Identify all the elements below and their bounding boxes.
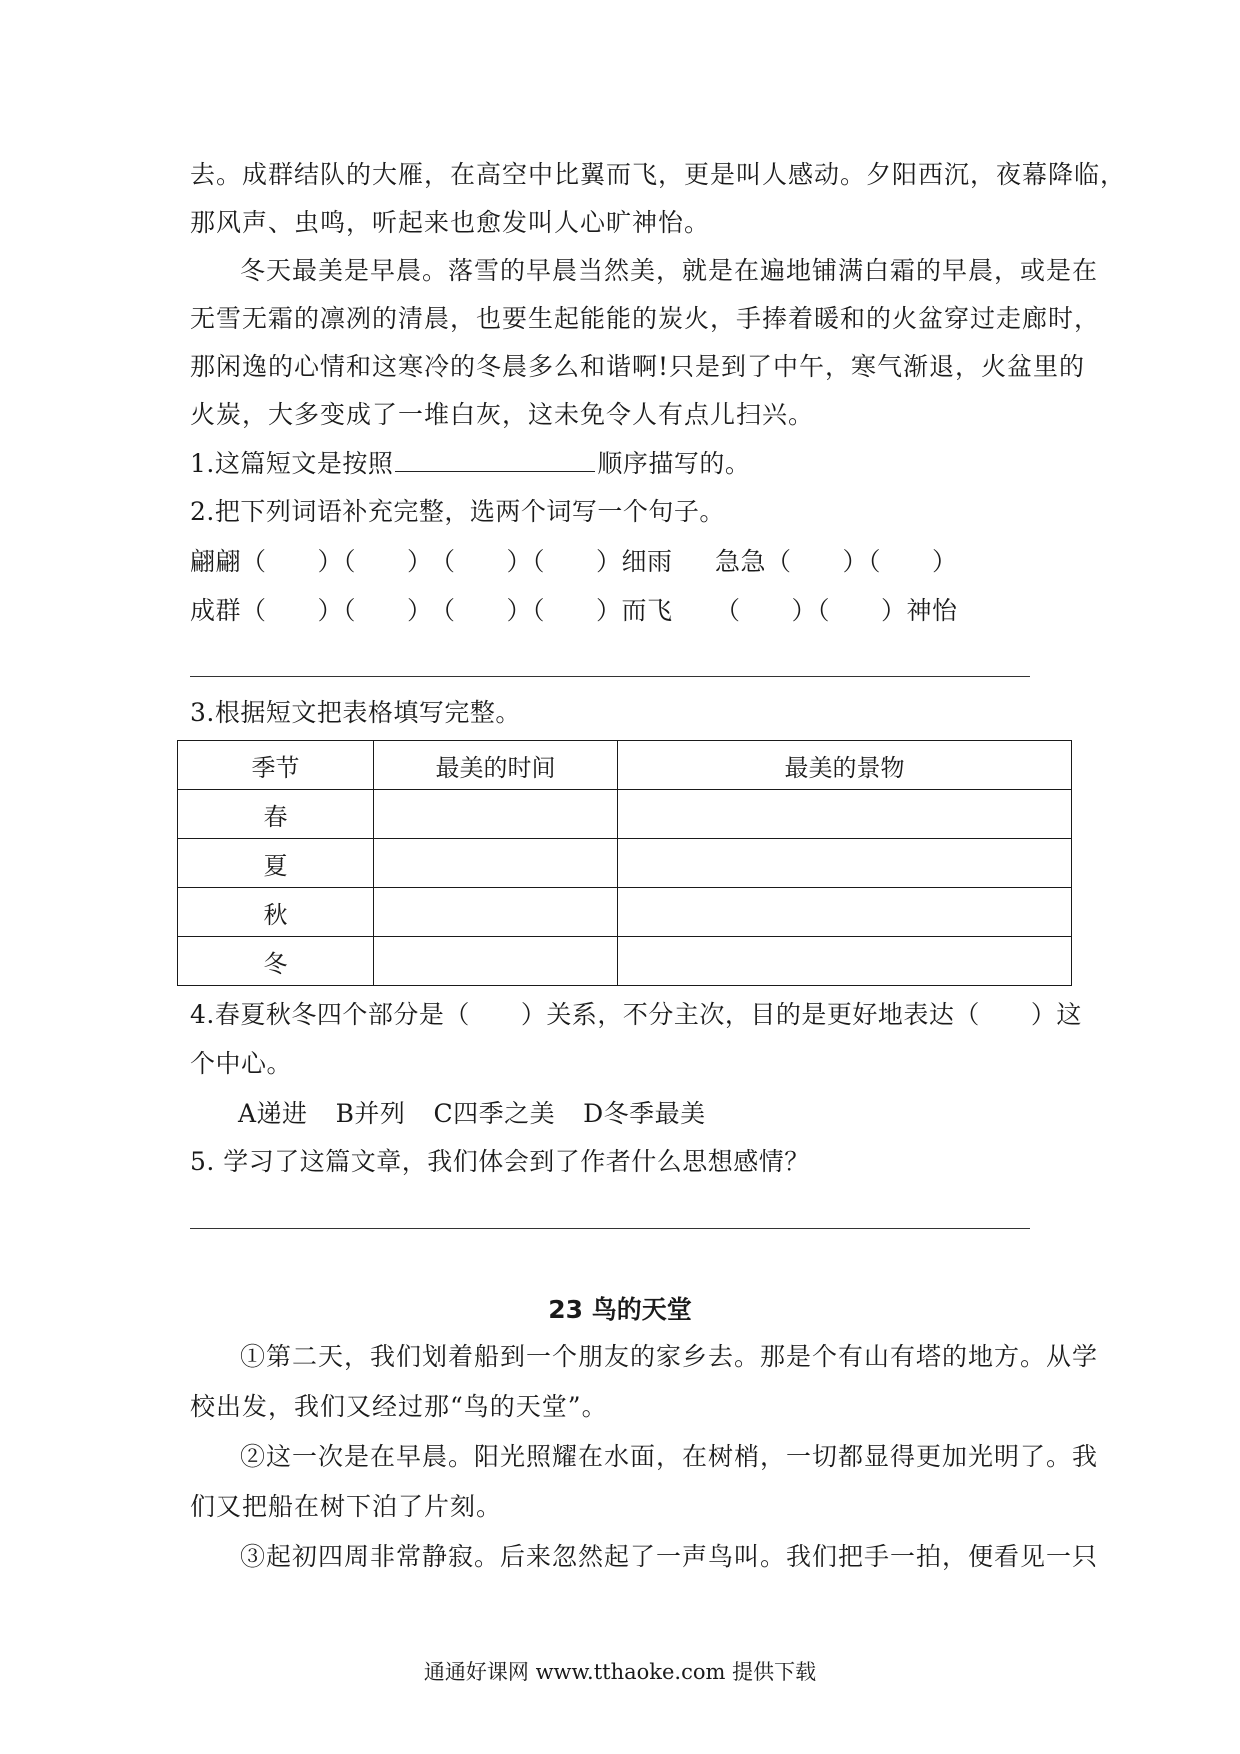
table-header: 最美的时间: [374, 741, 618, 790]
scenery-cell[interactable]: [618, 888, 1072, 937]
word-item: 急急（ ）（ ）: [715, 547, 958, 576]
table-row: [178, 790, 1072, 839]
question-1-tail: 顺序描写的。: [597, 449, 751, 478]
question-5-prompt: 5. 学习了这篇文章，我们体会到了作者什么思想感情？: [190, 1147, 810, 1176]
time-cell[interactable]: [374, 790, 618, 839]
question-1: [190, 447, 1070, 481]
scenery-cell[interactable]: [618, 937, 1072, 986]
answer-blank[interactable]: [395, 449, 595, 472]
question-1-text: 1.这篇短文是按照: [190, 449, 394, 478]
passage-line: 火炭，大多变成了一堆白灰，这未免令人有点儿扫兴。: [190, 400, 815, 429]
section-line: 们又把船在树下泊了片刻。: [190, 1492, 503, 1521]
passage-line: 那风声、虫鸣，听起来也愈发叫人心旷神怡。: [190, 208, 711, 237]
section-title: 23 鸟的天堂: [548, 1295, 692, 1324]
table-header: 最美的景物: [618, 741, 1072, 790]
time-cell[interactable]: [374, 888, 618, 937]
season-cell: 夏: [178, 839, 374, 888]
season-cell: 秋: [178, 888, 374, 937]
word-item: 翩翩（ ）（ ）: [190, 547, 433, 576]
table-row: [178, 839, 1072, 888]
option-c[interactable]: C四季之美: [433, 1099, 556, 1128]
word-row-1: [190, 545, 1070, 579]
question-4-line: 4.春夏秋冬四个部分是（ ）关系，不分主次，目的是更好地表达（ ）这: [190, 1000, 1082, 1029]
table-row: [178, 937, 1072, 986]
question-3-prompt: 3.根据短文把表格填写完整。: [190, 698, 521, 727]
season-table: [177, 740, 1072, 986]
season-cell: 春: [178, 790, 374, 839]
word-item: 成群（ ）（ ）: [190, 596, 433, 625]
table-header: 季节: [178, 741, 374, 790]
passage-line: 去。成群结队的大雁，在高空中比翼而飞，更是叫人感动。夕阳西沉，夜幕降临，: [190, 160, 1127, 189]
question-4-options: [238, 1097, 1118, 1131]
table-row: [178, 888, 1072, 937]
option-d[interactable]: D冬季最美: [583, 1099, 706, 1128]
answer-line[interactable]: [190, 676, 1030, 677]
passage-line: 冬天最美是早晨。落雪的早晨当然美，就是在遍地铺满白霜的早晨，或是在: [240, 256, 1099, 285]
scenery-cell[interactable]: [618, 839, 1072, 888]
option-b[interactable]: B并列: [335, 1099, 406, 1128]
question-4-line: 个中心。: [190, 1049, 293, 1078]
time-cell[interactable]: [374, 937, 618, 986]
word-item: （ ）（ ）神怡: [715, 596, 958, 625]
section-line: ③起初四周非常静寂。后来忽然起了一声鸟叫。我们把手一拍，便看见一只: [240, 1542, 1099, 1571]
section-line: ①第二天，我们划着船到一个朋友的家乡去。那是个有山有塔的地方。从学: [240, 1342, 1099, 1371]
word-item: （ ）（ ）而飞: [430, 596, 673, 625]
option-a[interactable]: A递进: [238, 1099, 308, 1128]
time-cell[interactable]: [374, 839, 618, 888]
question-2-prompt: 2.把下列词语补充完整，选两个词写一个句子。: [190, 497, 725, 526]
word-row-2: [190, 594, 1070, 628]
table-header-row: [178, 741, 1072, 790]
season-cell: 冬: [178, 937, 374, 986]
answer-line[interactable]: [190, 1228, 1030, 1229]
scenery-cell[interactable]: [618, 790, 1072, 839]
passage-line: 无雪无霜的凛冽的清晨，也要生起能能的炭火，手捧着暖和的火盆穿过走廊时，: [190, 304, 1101, 333]
footer-text: 通通好课网 www.tthaoke.com 提供下载: [423, 1660, 817, 1684]
passage-line: 那闲逸的心情和这寒冷的冬晨多么和谐啊!只是到了中午，寒气渐退，火盆里的: [190, 352, 1086, 381]
section-line: 校出发，我们又经过那“鸟的天堂”。: [190, 1392, 608, 1421]
section-line: ②这一次是在早晨。阳光照耀在水面，在树梢，一切都显得更加光明了。我: [240, 1442, 1099, 1471]
word-item: （ ）（ ）细雨: [430, 547, 673, 576]
